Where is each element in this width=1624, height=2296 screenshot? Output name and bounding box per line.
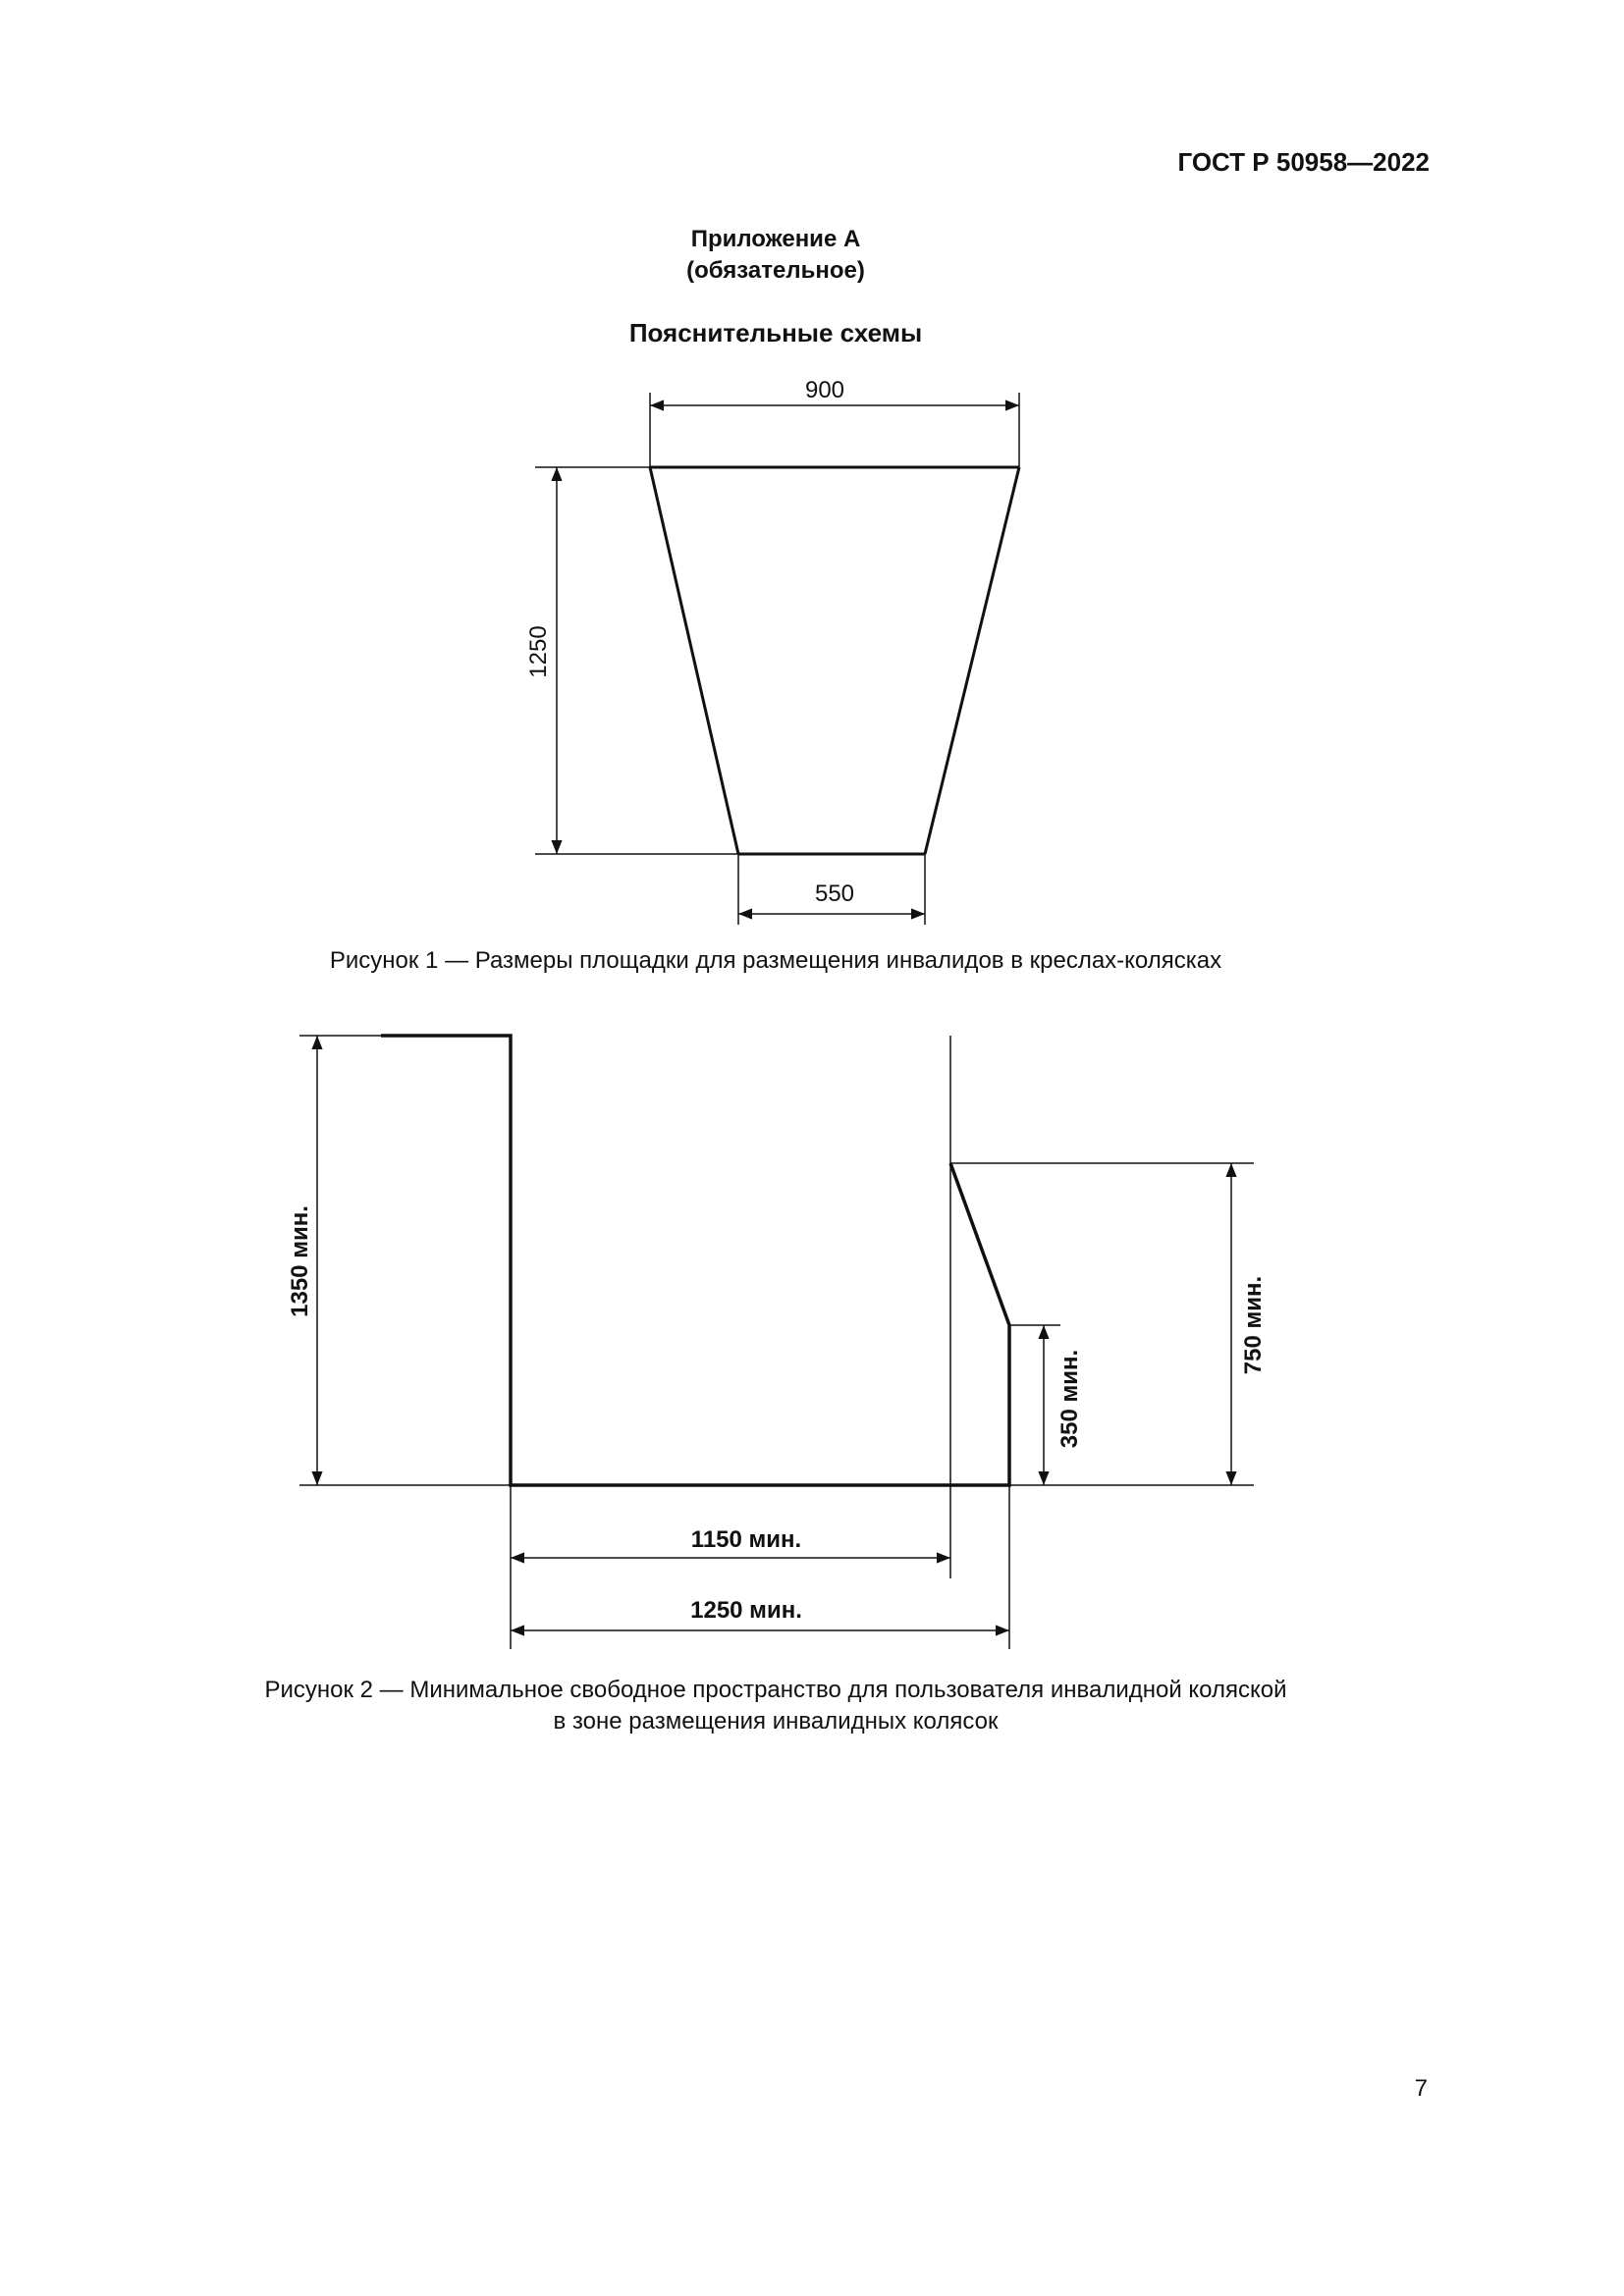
- annex-title: Приложение А: [690, 226, 861, 252]
- figure-1-drawing: [525, 377, 1019, 925]
- dim-label-right-height: 750 мин.: [1240, 1275, 1267, 1375]
- dim-label-left-height: 1350 мин.: [287, 1205, 313, 1317]
- dimension-lines: [557, 405, 1019, 914]
- annex-status: (обязательное): [686, 257, 865, 284]
- page-number: 7: [1414, 2075, 1428, 2102]
- platform-outline: [650, 467, 1019, 854]
- figure-1-caption: Рисунок 1 — Размеры площадки для размещения инвалидов в креслах-колясках: [329, 947, 1222, 974]
- dim-label-outer-width: 1250 мин.: [690, 1597, 802, 1624]
- document-code: ГОСТ Р 50958—2022: [1177, 147, 1430, 177]
- figure-2-drawing: [287, 1036, 1267, 1649]
- space-profile: [381, 1036, 1009, 1485]
- dim-label-top: 900: [804, 377, 845, 403]
- dim-label-step-height: 350 мин.: [1056, 1349, 1083, 1449]
- dim-label-height: 1250: [525, 625, 552, 678]
- dim-label-bottom: 550: [814, 881, 855, 907]
- extension-lines: [535, 393, 1019, 925]
- figure-2-caption-line-2: в зоне размещения инвалидных колясок: [553, 1708, 999, 1735]
- dim-label-inner-width: 1150 мин.: [690, 1526, 802, 1553]
- section-title: Пояснительные схемы: [628, 318, 923, 347]
- figure-2-caption-line-1: Рисунок 2 — Минимальное свободное пространство для пользователя инвалидной коляской: [264, 1677, 1287, 1703]
